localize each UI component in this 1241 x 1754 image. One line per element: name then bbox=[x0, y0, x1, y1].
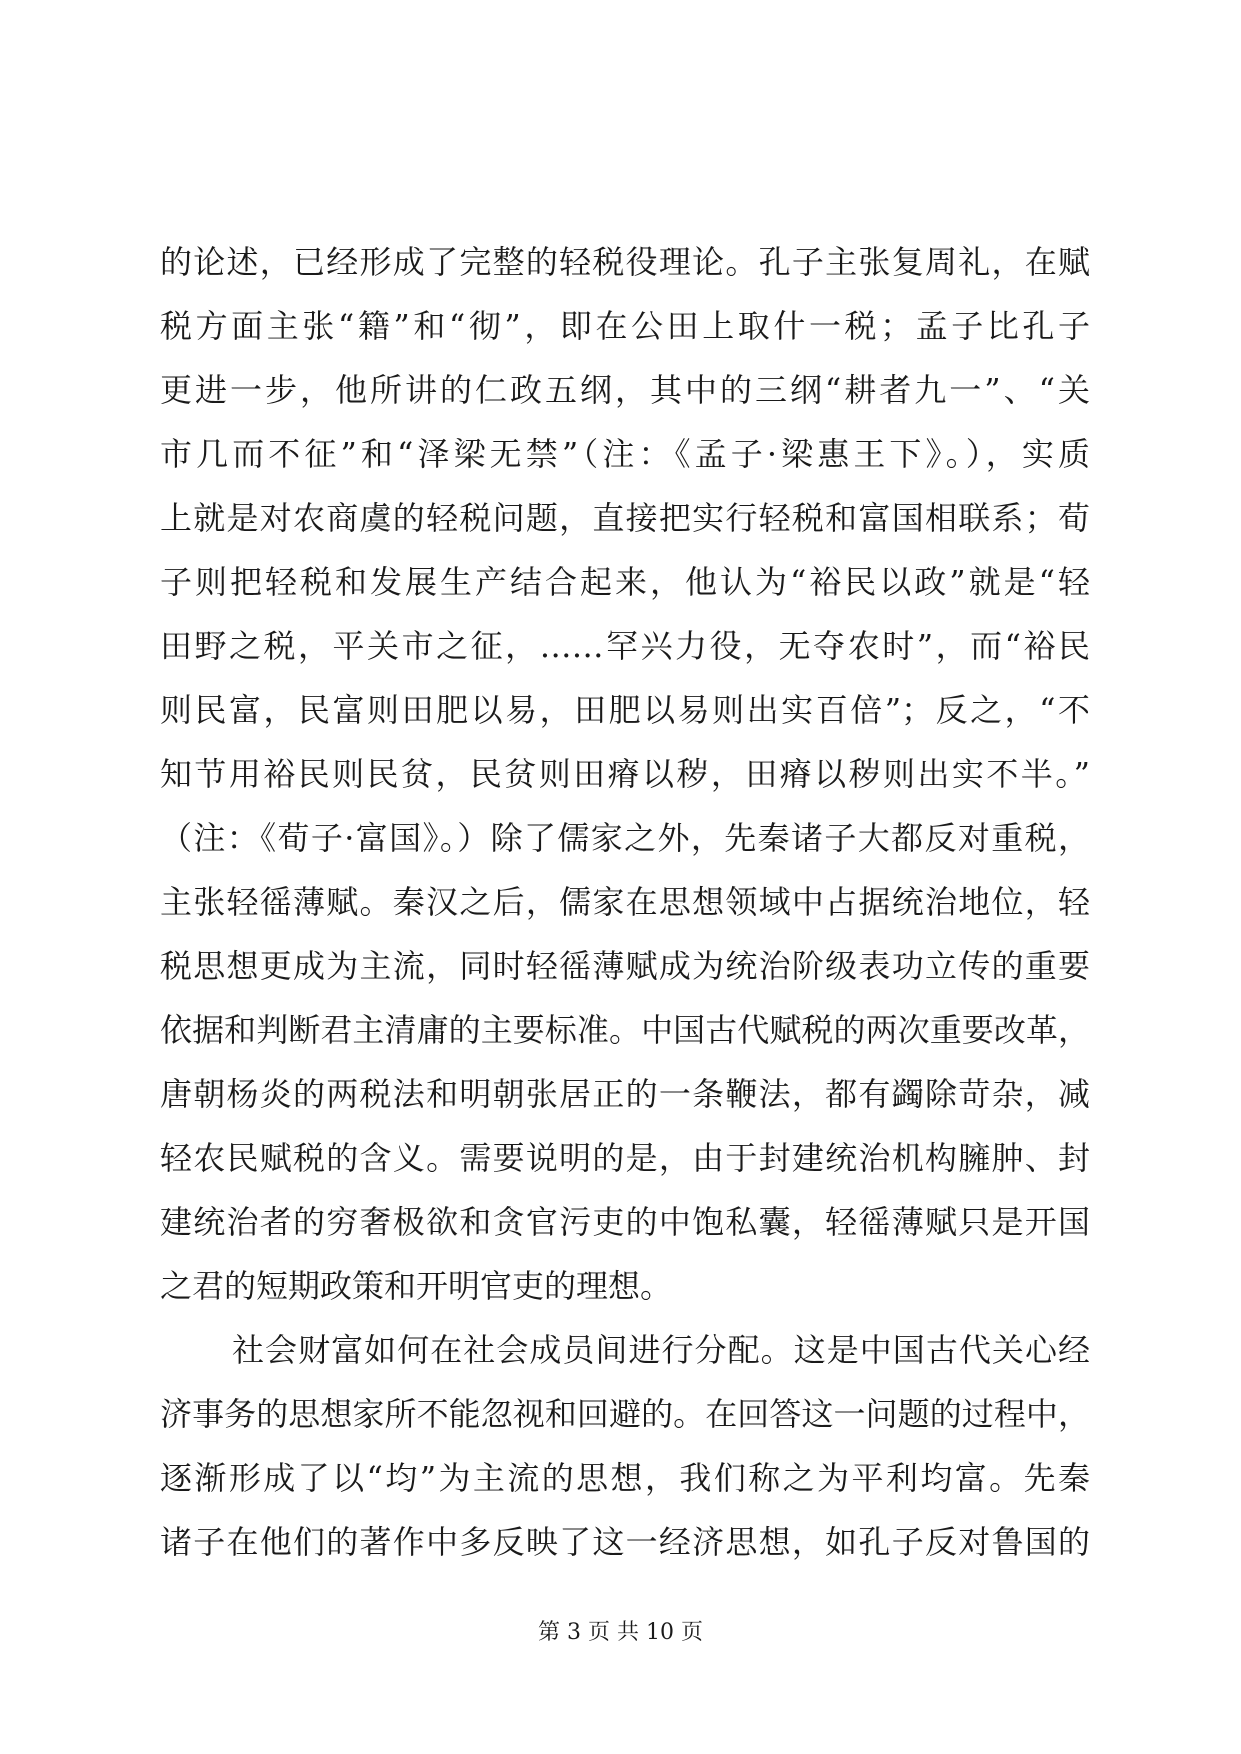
text-line: 逐渐形成了以“均”为主流的思想，我们称之为平利均富。先秦 bbox=[160, 1459, 1090, 1497]
text-line: 主张轻徭薄赋。秦汉之后，儒家在思想领域中占据统治地位，轻 bbox=[160, 883, 1090, 921]
body-text bbox=[160, 230, 1090, 1574]
text-line: 市几而不征”和“泽梁无禁”（注：《孟子·梁惠王下》。），实质 bbox=[160, 435, 1090, 473]
text-line: 田野之税，平关市之征，……罕兴力役，无夺农时”，而“裕民 bbox=[160, 627, 1090, 665]
text-line: 子则把轻税和发展生产结合起来，他认为“裕民以政”就是“轻 bbox=[160, 563, 1090, 601]
text-line: 唐朝杨炎的两税法和明朝张居正的一条鞭法，都有蠲除苛杂，减 bbox=[160, 1075, 1090, 1113]
page-number-footer: 第 3 页 共 10 页 bbox=[538, 1620, 703, 1645]
text-line: 税方面主张“籍”和“彻”，即在公田上取什一税；孟子比孔子 bbox=[160, 307, 1090, 345]
text-line: 社会财富如何在社会成员间进行分配。这是中国古代关心经 bbox=[232, 1331, 1090, 1369]
text-line: 建统治者的穷奢极欲和贪官污吏的中饱私囊，轻徭薄赋只是开国 bbox=[160, 1203, 1090, 1241]
text-line: 更进一步，他所讲的仁政五纲，其中的三纲“耕者九一”、“关 bbox=[160, 371, 1090, 409]
text-line: 上就是对农商虞的轻税问题，直接把实行轻税和富国相联系；荀 bbox=[160, 499, 1090, 537]
text-line: 济事务的思想家所不能忽视和回避的。在回答这一问题的过程中， bbox=[160, 1395, 1090, 1433]
text-line: 之君的短期政策和开明官吏的理想。 bbox=[160, 1267, 673, 1305]
text-line: 的论述，已经形成了完整的轻税役理论。孔子主张复周礼，在赋 bbox=[160, 243, 1090, 281]
text-line: （注：《荀子·富国》。）除了儒家之外，先秦诸子大都反对重税， bbox=[160, 819, 1090, 857]
paragraph-1 bbox=[160, 230, 1090, 1318]
text-line: 则民富，民富则田肥以易，田肥以易则出实百倍”；反之，“不 bbox=[160, 691, 1090, 729]
text-line: 轻农民赋税的含义。需要说明的是，由于封建统治机构臃肿、封 bbox=[160, 1139, 1090, 1177]
text-line: 诸子在他们的著作中多反映了这一经济思想，如孔子反对鲁国的 bbox=[160, 1523, 1090, 1561]
text-line: 税思想更成为主流，同时轻徭薄赋成为统治阶级表功立传的重要 bbox=[160, 947, 1090, 985]
paragraph-2 bbox=[160, 1318, 1090, 1574]
text-line: 知节用裕民则民贫，民贫则田瘠以秽，田瘠以秽则出实不半。” bbox=[160, 755, 1090, 793]
text-line: 依据和判断君主清庸的主要标准。中国古代赋税的两次重要改革， bbox=[160, 1011, 1090, 1049]
